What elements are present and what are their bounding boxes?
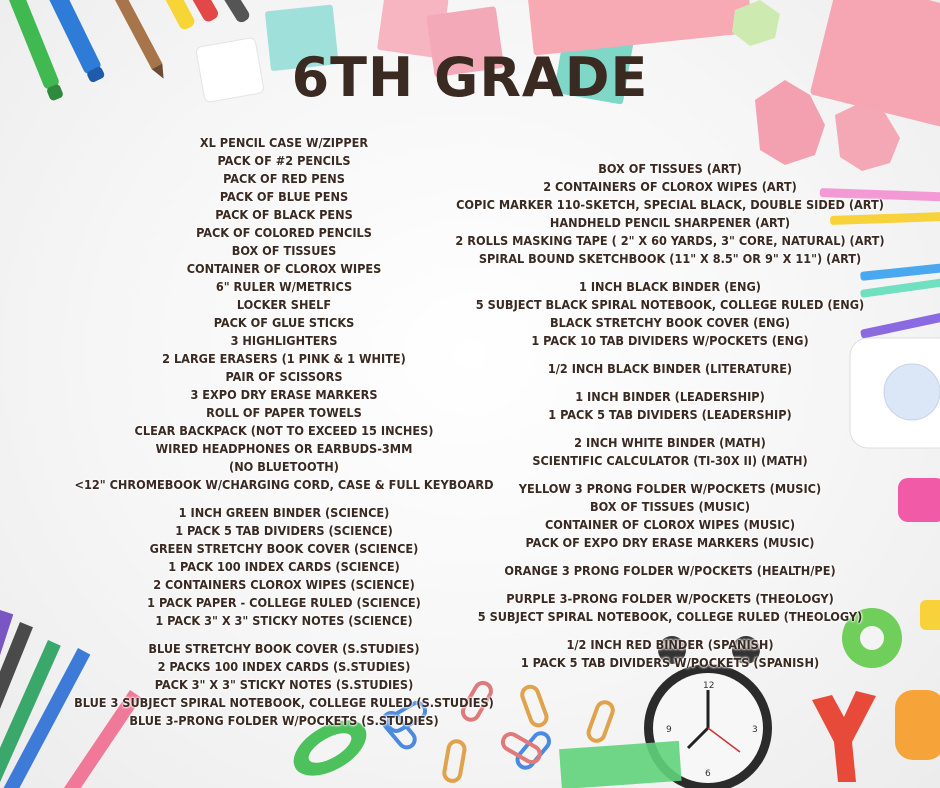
page-title: 6TH GRADE <box>291 46 649 109</box>
supply-item: BOX OF TISSUES (MUSIC) <box>589 499 751 514</box>
supply-item: <12" CHROMEBOOK W/CHARGING CORD, CASE & FULL KEYBOARD <box>74 477 494 492</box>
supply-item: YELLOW 3 PRONG FOLDER W/POCKETS (MUSIC) <box>518 481 822 496</box>
supply-item: 1 INCH BLACK BINDER (ENG) <box>579 279 761 294</box>
supply-item: COPIC MARKER 110-SKETCH, SPECIAL BLACK, DOUBLE SIDED (ART) <box>456 197 884 212</box>
supply-item: HANDHELD PENCIL SHARPENER (ART) <box>549 215 791 230</box>
supply-item: PACK OF GLUE STICKS <box>213 315 355 330</box>
supply-item: XL PENCIL CASE W/ZIPPER <box>199 135 369 150</box>
supply-item: BOX OF TISSUES <box>231 243 337 258</box>
supply-item: PACK 3" X 3" STICKY NOTES (S.STUDIES) <box>154 677 414 692</box>
group-spacer <box>400 424 940 434</box>
supply-item: 2 ROLLS MASKING TAPE ( 2" X 60 YARDS, 3" CORE, NATURAL) (ART) <box>455 233 885 248</box>
supply-item: BLUE 3-PRONG FOLDER W/POCKETS (S.STUDIES) <box>129 713 439 728</box>
supply-item: ORANGE 3 PRONG FOLDER W/POCKETS (HEALTH/PE) <box>504 563 836 578</box>
marker-icon <box>154 0 196 31</box>
supply-item: 5 SUBJECT SPIRAL NOTEBOOK, COLLEGE RULED (THEOLOGY) <box>477 609 863 624</box>
supply-item: PACK OF #2 PENCILS <box>217 153 351 168</box>
supply-item: 3 HIGHLIGHTERS <box>230 333 338 348</box>
supply-item: 1 PACK 5 TAB DIVIDERS (SCIENCE) <box>175 523 393 538</box>
supply-item: (NO BLUETOOTH) <box>229 459 339 474</box>
ruler-icon <box>559 741 681 788</box>
supply-item: BLUE STRETCHY BOOK COVER (S.STUDIES) <box>148 641 420 656</box>
supply-item: PACK OF RED PENS <box>223 171 345 186</box>
supply-item: 1 PACK 5 TAB DIVIDERS (LEADERSHIP) <box>548 407 792 422</box>
supply-item: PACK OF BLUE PENS <box>219 189 349 204</box>
supply-item: 5 SUBJECT BLACK SPIRAL NOTEBOOK, COLLEGE RULED (ENG) <box>475 297 865 312</box>
svg-text:9: 9 <box>666 725 672 735</box>
supply-item: SCIENTIFIC CALCULATOR (TI-30X II) (MATH) <box>532 453 808 468</box>
supply-item: BOX OF TISSUES (ART) <box>598 161 742 176</box>
group-spacer <box>400 470 940 480</box>
supply-item: 1 PACK 100 INDEX CARDS (SCIENCE) <box>168 559 400 574</box>
supply-item: PACK OF BLACK PENS <box>215 207 353 222</box>
supply-item: WIRED HEADPHONES OR EARBUDS-3MM <box>155 441 413 456</box>
supply-item: CONTAINER OF CLOROX WIPES (MUSIC) <box>544 517 796 532</box>
supply-item: PAIR OF SCISSORS <box>225 369 343 384</box>
supply-item: 2 CONTAINERS OF CLOROX WIPES (ART) <box>543 179 797 194</box>
svg-text:12: 12 <box>703 681 715 691</box>
group-spacer <box>400 268 940 278</box>
marker-icon <box>213 0 251 24</box>
supply-item: 1 PACK PAPER - COLLEGE RULED (SCIENCE) <box>147 595 421 610</box>
supply-item: CONTAINER OF CLOROX WIPES <box>186 261 382 276</box>
group-spacer <box>400 378 940 388</box>
group-spacer <box>400 350 940 360</box>
supply-item: SPIRAL BOUND SKETCHBOOK (11" X 8.5" OR 9" X 11") (ART) <box>478 251 862 266</box>
supply-item: 1 PACK 3" X 3" STICKY NOTES (SCIENCE) <box>155 613 413 628</box>
svg-text:6: 6 <box>705 769 711 779</box>
supply-item: 2 CONTAINERS CLOROX WIPES (SCIENCE) <box>153 577 415 592</box>
supply-item: BLACK STRETCHY BOOK COVER (ENG) <box>550 315 790 330</box>
supply-item: 2 PACKS 100 INDEX CARDS (S.STUDIES) <box>157 659 411 674</box>
supply-item: 1 PACK 5 TAB DIVIDERS W/POCKETS (SPANISH) <box>520 655 820 670</box>
supply-item: BLUE 3 SUBJECT SPIRAL NOTEBOOK, COLLEGE RULED (S.STUDIES) <box>74 695 494 710</box>
group-spacer <box>400 626 940 636</box>
supply-item: ROLL OF PAPER TOWELS <box>206 405 362 420</box>
right-supply-list <box>400 160 940 672</box>
supply-item: 1 INCH BINDER (LEADERSHIP) <box>575 389 765 404</box>
supply-item: 2 LARGE ERASERS (1 PINK & 1 WHITE) <box>162 351 406 366</box>
supply-item: 1/2 INCH BLACK BINDER (LITERATURE) <box>547 361 793 376</box>
supply-item: GREEN STRETCHY BOOK COVER (SCIENCE) <box>149 541 419 556</box>
supply-item: 6" RULER W/METRICS <box>215 279 353 294</box>
supply-item: 1 INCH GREEN BINDER (SCIENCE) <box>178 505 390 520</box>
group-spacer <box>400 552 940 562</box>
supply-item: 3 EXPO DRY ERASE MARKERS <box>190 387 378 402</box>
supply-item: 1/2 INCH RED BINDER (SPANISH) <box>566 637 774 652</box>
supply-item: PACK OF COLORED PENCILS <box>196 225 372 240</box>
supply-item: LOCKER SHELF <box>236 297 332 312</box>
supply-item: PACK OF EXPO DRY ERASE MARKERS (MUSIC) <box>525 535 815 550</box>
supply-item: PURPLE 3-PRONG FOLDER W/POCKETS (THEOLOGY) <box>506 591 834 606</box>
supply-item: 2 INCH WHITE BINDER (MATH) <box>574 435 766 450</box>
group-spacer <box>400 580 940 590</box>
svg-text:3: 3 <box>752 725 758 735</box>
supply-item: 1 PACK 10 TAB DIVIDERS W/POCKETS (ENG) <box>531 333 809 348</box>
supply-item: CLEAR BACKPACK (NOT TO EXCEED 15 INCHES) <box>134 423 434 438</box>
